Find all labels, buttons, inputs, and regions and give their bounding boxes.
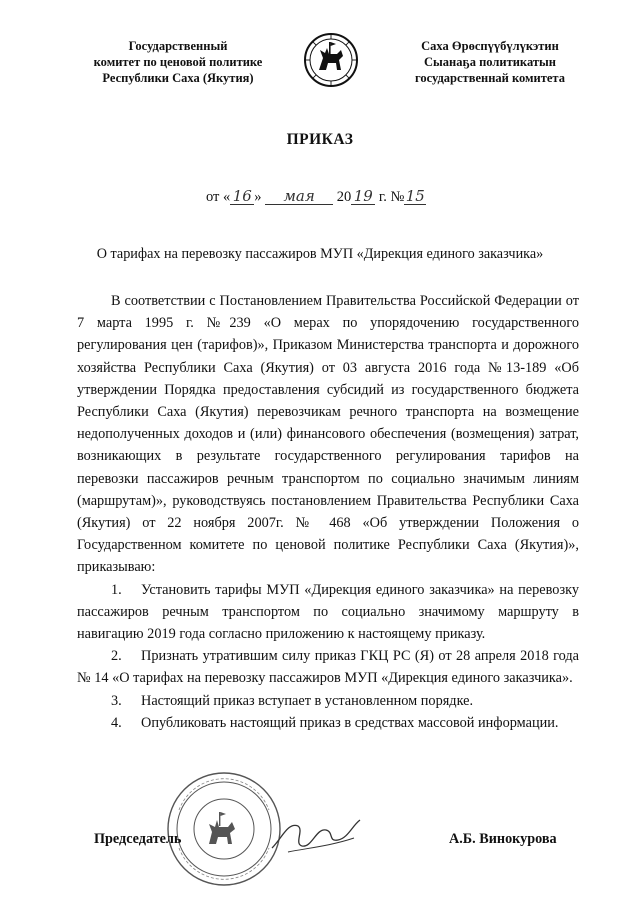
date-line (206, 188, 426, 206)
item-text: Признать утратившим силу приказ ГКЦ РС (Я) от 28 апреля 2018 года № 14 «О тарифах на перевозку пассажиров МУП «Дирекция единого заказчика». (77, 648, 579, 687)
list-item (77, 645, 579, 689)
header-left-block (62, 38, 294, 86)
year-unit: г. (378, 189, 387, 205)
item-number: 1. (111, 581, 122, 598)
header-right-block (380, 38, 600, 86)
item-text: Настоящий приказ вступает в установленном порядке. (141, 692, 474, 709)
list-item (77, 690, 579, 712)
date-month: мая (265, 188, 333, 205)
order-body (77, 290, 579, 734)
header-right-line: государственнай комитета (415, 71, 565, 85)
list-item (77, 712, 579, 734)
item-text: Опубликовать настоящий приказ в средствах массовой информации. (141, 714, 559, 731)
signatory-name: А.Б. Винокурова (449, 831, 557, 847)
list-item (77, 579, 579, 646)
header-right-line: Сыанаҕа политикатын (424, 55, 556, 69)
official-stamp-seal (165, 770, 283, 888)
handwritten-signature (268, 808, 368, 858)
header-left-line: Республики Саха (Якутия) (102, 71, 254, 85)
open-quote: « (223, 189, 231, 205)
close-quote: » (254, 189, 262, 205)
header-left-line: Государственный (128, 39, 228, 53)
item-text: Установить тарифы МУП «Дирекция единого заказчика» на перевозку пассажиров речным транспортом по социально значимому маршруту в навигацию 2019 года согласно приложению к настоящему приказу. (77, 581, 579, 643)
intro-paragraph: В соответствии с Постановлением Правительства Российской Федерации от 7 марта 1995 г. №239 «О мерах по упорядочению государственного регулирования цен (тарифов)», Приказом Министерства транспорта и дорожного хозяйства Республики Саха (Якутия) от 03 августа 2016 года №13-189 «Об утверждении Порядка предоставления субсидий из государственного бюджета Республики Саха (Якутия) перевозчикам речного транспорта на возмещение недополученных доходов и (или) финансового обеспечения (возмещения) затрат, возникающих в результате государственного регулирования тарифов на перевозки пассажиров речным транспортом по социально значимым линиям (маршрутам)», руководствуясь постановлением Правительства Республики Саха (Якутия) от 22 ноября 2007г. № 468 «Об утверждении Положения о Государственном комитете по ценовой политике Республики Саха (Якутия)», приказываю: (77, 293, 579, 576)
item-number: 4. (111, 714, 122, 731)
header-right-line: Саха Өрөспүүбүлүкэтин (421, 39, 559, 53)
item-number: 2. (111, 648, 122, 665)
order-number: 15 (405, 187, 425, 205)
item-number: 3. (111, 692, 122, 709)
yakutia-coat-of-arms-icon (303, 32, 359, 88)
header-left-line: комитет по ценовой политике (93, 55, 263, 69)
date-day: 16 (230, 188, 254, 205)
date-prefix: от (206, 189, 220, 205)
year-prefix: 20 (336, 189, 352, 205)
document-title: ПРИКАЗ (286, 131, 354, 148)
year-suffix: 19 (351, 188, 375, 205)
signatory-position: Председатель (94, 831, 182, 847)
order-subject: О тарифах на перевозку пассажиров МУП «Дирекция единого заказчика» (96, 246, 544, 262)
number-sign: № (390, 189, 405, 205)
